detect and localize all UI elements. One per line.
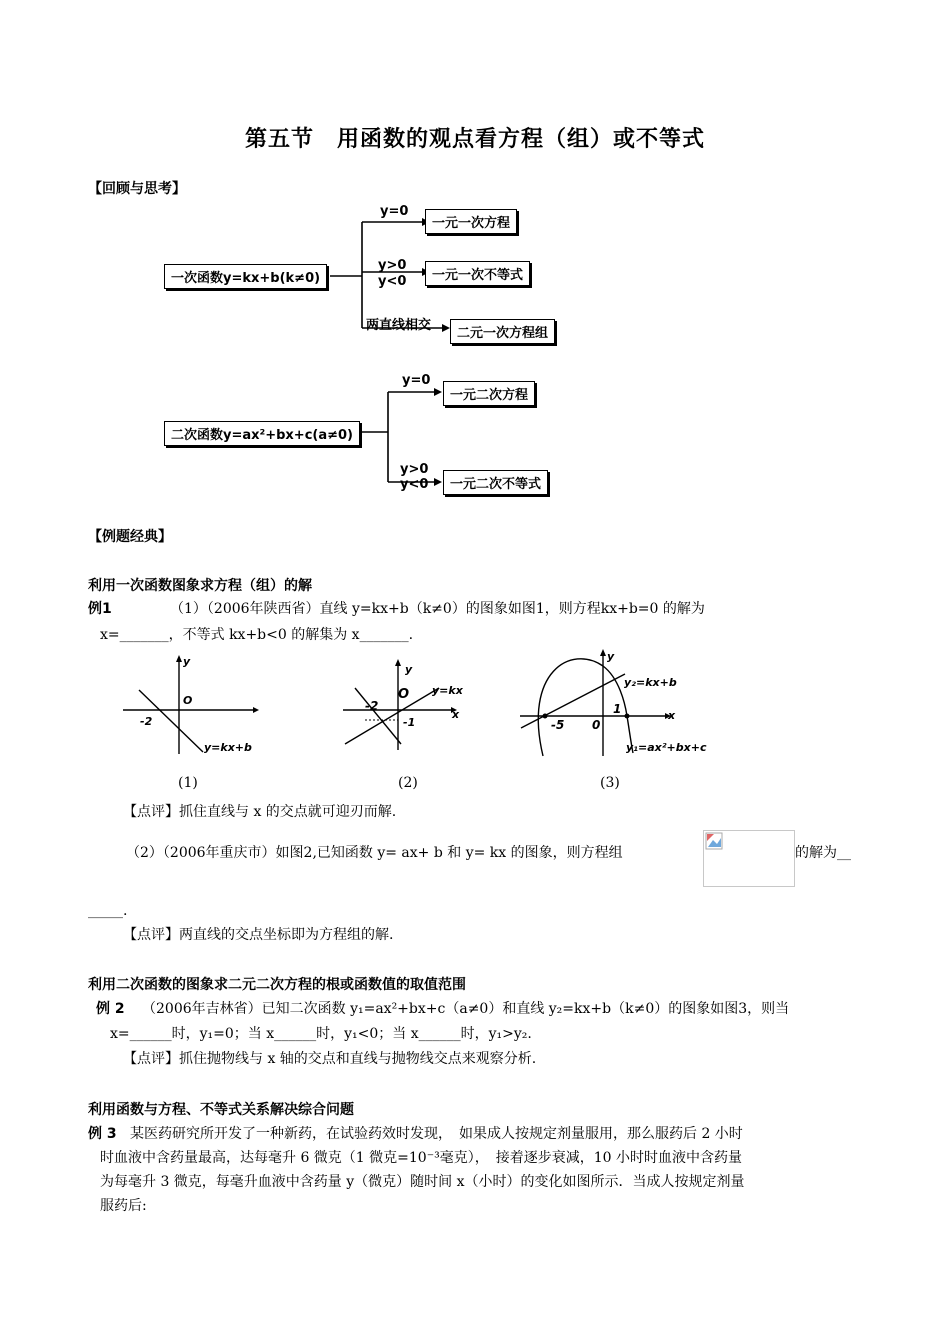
- fig1-line-label: y=kx+b: [204, 741, 252, 754]
- example3-line3: 为每毫升 3 微克，每毫升血液中含药量 y（微克）随时间 x（小时）的变化如图所示．当成人按规定剂量: [100, 1174, 745, 1190]
- fig3-point-b-label: 1: [613, 702, 622, 716]
- example3-label: 例 3: [88, 1126, 117, 1142]
- fig3-line: [521, 674, 625, 728]
- fig3-point-a: [543, 714, 548, 719]
- example1-part2-tail: 的解为__: [795, 845, 851, 861]
- example1-comment1: 【点评】抓住直线与 x 的交点就可迎刃而解.: [123, 804, 397, 820]
- subsection-quadratic: 利用二次函数的图象求二元二次方程的根或函数值的取值范围: [88, 977, 466, 993]
- example2-line2: x=______时，y₁=0；当 x______时，y₁<0；当 x______时，y₁>y₂.: [110, 1026, 532, 1042]
- linear-function-box: 一次函数y=kx+b(k≠0): [164, 264, 327, 289]
- quadratic-target-inequality: 一元二次不等式: [443, 470, 548, 495]
- example2-comment: 【点评】抓住抛物线与 x 轴的交点和直线与抛物线交点来观察分析.: [123, 1051, 537, 1067]
- example3-line1: 某医药研究所开发了一种新药，在试验药效时发现， 如果成人按规定剂量服用，那么服药后 2 小时: [130, 1126, 743, 1142]
- example2-label: 例 2: [96, 1001, 125, 1017]
- quadratic-target-equation: 一元二次方程: [443, 381, 535, 406]
- quadratic-function-box: 二次函数y=ax²+bx+c(a≠0): [164, 421, 360, 446]
- example1-label: 例1: [88, 601, 112, 617]
- example1-line2: x=_______，不等式 kx+b<0 的解集为 x_______.: [100, 627, 414, 643]
- fig2-line-axb: [355, 688, 401, 744]
- fig1-x-intercept: -2: [140, 715, 153, 728]
- linear-target-equation: 一元一次方程: [425, 209, 517, 234]
- fig2-y-intercept: -1: [403, 716, 416, 729]
- fig3-y-label: y: [607, 650, 615, 663]
- fig2-line-label: y=kx: [432, 684, 463, 697]
- linear-target-system: 二元一次方程组: [450, 319, 555, 344]
- fig1-caption: (1): [178, 775, 198, 791]
- fig1-y-label: y: [183, 655, 191, 668]
- fig2-caption: (2): [398, 775, 418, 791]
- linear-condition-eq: y=0: [380, 204, 409, 219]
- linear-condition-ineq: y>0 y<0: [378, 258, 407, 289]
- fig2-origin-label: O: [398, 687, 410, 702]
- example3-line2: 时血液中含药量最高，达每毫升 6 微克（1 微克=10⁻³毫克）， 接着逐步衰减，10 小时时血液中含药量: [100, 1150, 742, 1166]
- examples-heading: 【例题经典】: [88, 529, 172, 545]
- equation-system-image: [703, 830, 795, 887]
- fig1-origin-label: O: [183, 694, 193, 707]
- fig2-x-label: x: [452, 708, 460, 721]
- subsection-comprehensive: 利用函数与方程、不等式关系解决综合问题: [88, 1102, 354, 1118]
- example2-line1: （2006年吉林省）已知二次函数 y₁=ax²+bx+c（a≠0）和直线 y₂=kx+b（k≠0）的图象如图3，则当: [142, 1001, 790, 1017]
- example1-part2: （2）（2006年重庆市）如图2,已知函数 y= ax+ b 和 y= kx 的图象，则方程组: [126, 845, 623, 861]
- fig3-y2-label: y₂=kx+b: [624, 676, 677, 689]
- example1-part2-cont: _____.: [88, 903, 128, 919]
- fig3-origin-label: 0: [592, 718, 601, 732]
- fig2-y-label: y: [405, 663, 413, 676]
- linear-target-inequality: 一元一次不等式: [425, 261, 530, 286]
- fig3-x-label: x: [668, 709, 676, 722]
- quadratic-condition-eq: y=0: [402, 373, 431, 388]
- subsection-linear: 利用一次函数图象求方程（组）的解: [88, 578, 312, 594]
- quadratic-condition-ineq: y>0 y<0: [400, 462, 429, 492]
- fig3-caption: (3): [600, 775, 620, 791]
- broken-image-icon: [705, 832, 725, 852]
- linear-condition-intersect: 两直线相交: [366, 318, 432, 333]
- fig3-point-a-label: -5: [551, 718, 565, 732]
- fig2-line-kx: [345, 688, 439, 744]
- fig3-point-b: [625, 714, 630, 719]
- example3-line4: 服药后:: [100, 1198, 147, 1214]
- fig3-y1-label: y₁=ax²+bx+c: [626, 741, 707, 754]
- example1-comment2: 【点评】两直线的交点坐标即为方程组的解.: [123, 927, 394, 943]
- example1-line1: （1）（2006年陕西省）直线 y=kx+b（k≠0）的图象如图1，则方程kx+b=0 的解为: [170, 601, 705, 617]
- review-heading: 【回顾与思考】: [88, 181, 186, 197]
- page-title: 第五节 用函数的观点看方程（组）或不等式: [244, 127, 705, 152]
- fig2-x-intercept: -2: [365, 699, 379, 713]
